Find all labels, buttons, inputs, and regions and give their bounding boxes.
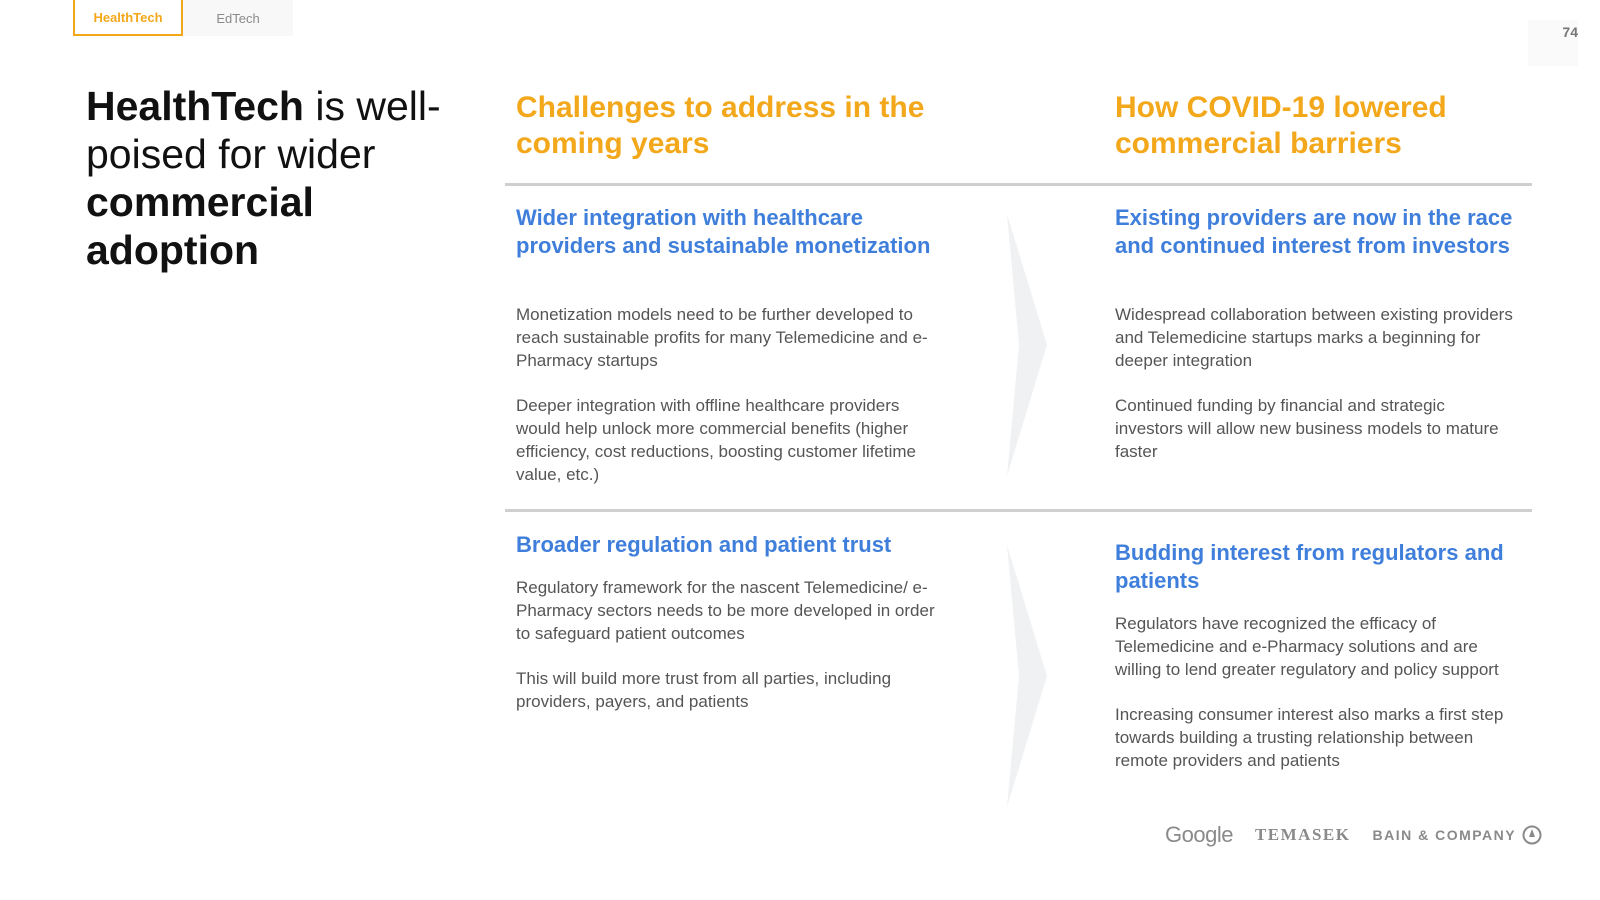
row1-challenge-body bbox=[516, 303, 936, 508]
tab-edtech[interactable]: EdTech bbox=[183, 0, 293, 36]
title-bold-commercial: commercial adoption bbox=[86, 179, 314, 273]
chevron-arrow-icon bbox=[1005, 545, 1055, 807]
row2-covid-heading: Budding interest from regulators and patients bbox=[1115, 540, 1504, 593]
divider-top bbox=[505, 183, 1532, 186]
section-tabs bbox=[73, 0, 293, 36]
divider-middle bbox=[505, 509, 1532, 512]
row1-covid-heading: Existing providers are now in the race and continued interest from investors bbox=[1115, 205, 1513, 258]
chevron-arrow-icon bbox=[1005, 214, 1055, 476]
bain-logo-text: BAIN & COMPANY bbox=[1372, 827, 1517, 843]
row1-covid-paragraph-1: Widespread collaboration between existing providers and Telemedicine startups marks a beginning for deeper integration bbox=[1115, 305, 1513, 370]
row1-challenge-paragraph-2: Deeper integration with offline healthcare providers would help unlock more commercial benefits (higher efficiency, cost reductions, boosting customer lifetime value, etc.) bbox=[516, 396, 916, 484]
row1-challenge-paragraph-1: Monetization models need to be further developed to reach sustainable profits for many Telemedicine and e-Pharmacy startups bbox=[516, 305, 928, 370]
row1-challenge-heading: Wider integration with healthcare providers and sustainable monetization bbox=[516, 205, 931, 258]
row2-challenge-paragraph-1: Regulatory framework for the nascent Telemedicine/ e-Pharmacy sectors needs to be more developed in order to safeguard patient outcomes bbox=[516, 578, 935, 643]
page-title bbox=[86, 82, 456, 274]
google-logo: Google bbox=[1165, 822, 1233, 847]
partner-logos bbox=[1165, 822, 1542, 848]
temasek-logo: TEMASEK bbox=[1254, 825, 1351, 844]
row1-covid-body bbox=[1115, 303, 1515, 485]
page-number: 74 bbox=[1528, 20, 1578, 66]
row2-challenge-paragraph-2: This will build more trust from all parties, including providers, payers, and patients bbox=[516, 669, 892, 711]
bain-logo bbox=[1372, 825, 1542, 845]
covid-column-title: How COVID-19 lowered commercial barriers bbox=[1115, 91, 1447, 160]
title-regular: is well-poised for wider bbox=[86, 83, 441, 177]
row1-covid-paragraph-2: Continued funding by financial and strategic investors will allow new business models to mature faster bbox=[1115, 396, 1499, 461]
row2-challenge-body bbox=[516, 576, 936, 735]
row2-covid-paragraph-1: Regulators have recognized the efficacy of Telemedicine and e-Pharmacy solutions and are willing to lend greater regulatory and policy support bbox=[1115, 614, 1499, 679]
title-bold-healthtech: HealthTech bbox=[86, 83, 304, 129]
bain-circle-icon bbox=[1522, 825, 1542, 845]
row2-challenge-heading: Broader regulation and patient trust bbox=[516, 532, 892, 557]
row2-covid-paragraph-2: Increasing consumer interest also marks a first step towards building a trusting relationship between remote providers and patients bbox=[1115, 705, 1504, 770]
challenges-column-title: Challenges to address in the coming years bbox=[516, 91, 925, 160]
row2-covid-body bbox=[1115, 612, 1515, 794]
tab-healthtech[interactable]: HealthTech bbox=[73, 0, 183, 36]
